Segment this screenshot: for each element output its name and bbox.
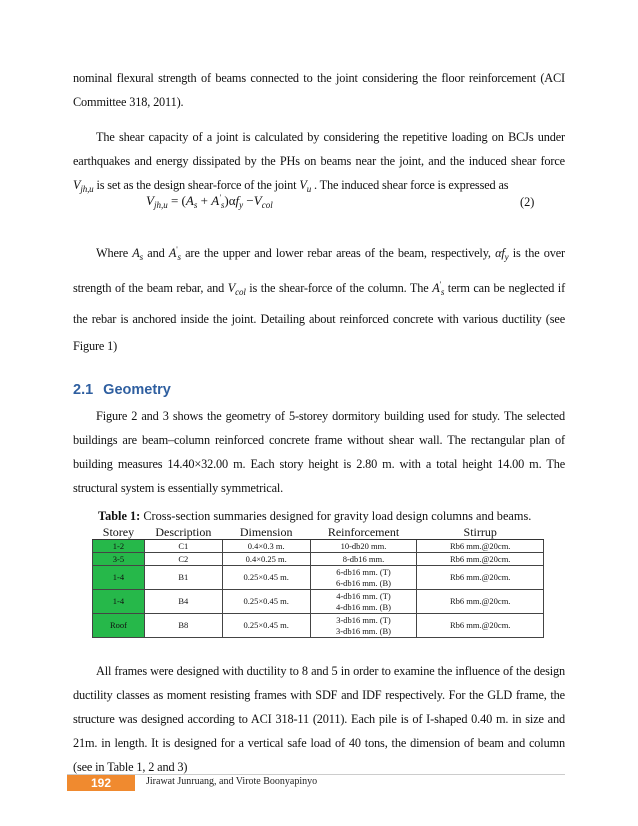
as-symbol: A xyxy=(132,246,140,260)
header-description: Description xyxy=(144,525,222,540)
cell-dimension: 0.4×0.3 m. xyxy=(222,540,310,553)
reinforcement-bottom: 6-db16 mm. (B) xyxy=(335,577,391,588)
cell-reinforcement: 10-db20 mm. xyxy=(310,540,417,553)
paragraph-geometry: Figure 2 and 3 shows the geometry of 5-storey dormitory building used for study. The selected buildings are beam–column reinforced concrete frame without shear wall. The rectangular plan of building measures 14.40×32.00 m. Each story height is 2.80 m. with a total height 14.00 m. The structural system is essentially symmetrical. xyxy=(73,409,565,495)
table-row xyxy=(93,553,544,566)
reinforcement-top: 4-db16 mm. (T) xyxy=(336,590,391,601)
vcol-symbol: V xyxy=(227,281,236,295)
eq-close: )α xyxy=(224,193,236,208)
cross-section-table xyxy=(92,525,544,638)
cell-dimension: 0.25×0.45 m. xyxy=(222,566,310,590)
eq-lhs: V xyxy=(146,193,154,208)
cell-stirrup: Rb6 mm.@20cm. xyxy=(417,553,544,566)
section-title: Geometry xyxy=(103,382,171,398)
where-text-6: term can be neglected if the rebar is anchored inside the joint. Detailing about reinforced concrete with various ductility (see Figure 1) xyxy=(73,281,566,353)
cell-storey: 1-2 xyxy=(93,540,145,553)
cell-description: B8 xyxy=(144,614,222,638)
table-caption-label: Table 1: xyxy=(98,509,141,523)
table-row xyxy=(93,566,544,590)
where-text-4: is the over strength of the beam rebar, and xyxy=(73,246,566,295)
vcol-subscript: col xyxy=(235,287,246,297)
cell-storey: 1-4 xyxy=(93,566,145,590)
cell-storey: 1-4 xyxy=(93,590,145,614)
reinforcement-top: 3-db16 mm. (T) xyxy=(336,614,391,625)
eq-lhs-sub: jh,u xyxy=(153,200,168,210)
vu-subscript: u xyxy=(306,184,312,194)
where-text-5: is the shear-force of the column. The xyxy=(245,281,433,295)
as-subscript: s xyxy=(139,252,144,262)
eq-minus: − xyxy=(243,193,254,208)
paragraph-shear-capacity xyxy=(73,125,565,201)
as-prime-symbol-2: A xyxy=(432,281,440,295)
cell-storey: Roof xyxy=(93,614,145,638)
as-prime-symbol: A xyxy=(168,246,177,260)
shear-text-2: is set as the design shear-force of the joint xyxy=(93,178,300,192)
page-number-badge: 192 xyxy=(67,775,135,791)
cell-description: B4 xyxy=(144,590,222,614)
table-row xyxy=(93,540,544,553)
where-text-3: are the upper and lower rebar areas of the beam, respectively, xyxy=(180,246,496,260)
equation-2 xyxy=(146,193,273,210)
table-row xyxy=(93,590,544,614)
cell-stirrup: Rb6 mm.@20cm. xyxy=(417,614,544,638)
cell-description: C1 xyxy=(144,540,222,553)
cell-description: C2 xyxy=(144,553,222,566)
cell-reinforcement xyxy=(310,590,417,614)
eq-equals: = ( xyxy=(167,193,186,208)
paragraph-where xyxy=(73,236,565,360)
afy-symbol: αf xyxy=(495,246,505,260)
where-text-1: Where xyxy=(96,246,133,260)
afy-subscript: y xyxy=(504,252,509,262)
equation-number: (2) xyxy=(520,195,535,209)
cell-dimension: 0.25×0.45 m. xyxy=(222,590,310,614)
section-number: 2.1 xyxy=(73,382,94,398)
vu-symbol: V xyxy=(299,178,307,192)
cell-dimension: 0.4×0.25 m. xyxy=(222,553,310,566)
cell-dimension: 0.25×0.45 m. xyxy=(222,614,310,638)
vjhu-subscript: jh,u xyxy=(80,184,94,194)
cell-storey: 3-5 xyxy=(93,553,145,566)
header-storey: Storey xyxy=(93,525,145,540)
table-caption xyxy=(98,509,531,524)
header-dimension: Dimension xyxy=(222,525,310,540)
where-text-2: and xyxy=(143,246,169,260)
eq-as-sub: s xyxy=(193,200,198,210)
table-header-row xyxy=(93,525,544,540)
eq-fy-sub: y xyxy=(239,200,244,210)
table-caption-text: Cross-section summaries designed for gravity load design columns and beams. xyxy=(140,509,532,523)
cell-stirrup: Rb6 mm.@20cm. xyxy=(417,566,544,590)
eq-vcol: V xyxy=(253,193,262,208)
cell-description: B1 xyxy=(144,566,222,590)
paragraph-frames: All frames were designed with ductility to 8 and 5 in order to examine the influence of the design ductility classes as moment resisting frames with SDF and IDF respectively. For the GLD frame, the structure was designed according to ACI 318-11 (2011). Each pile is of I-shaped 0.40 m. in size and 21m. in length. It is designed for a vertical safe load of 40 tons, the dimension of beam and column (see in Table 1, 2 and 3) xyxy=(73,664,565,774)
as-prime-mark-2: ' xyxy=(439,280,441,289)
vjhu-symbol: V xyxy=(73,178,81,192)
paragraph-intro: nominal flexural strength of beams connected to the joint considering the floor reinforcement (ACI Committee 318, 2011). xyxy=(73,71,565,109)
eq-as2-sub: s xyxy=(220,200,225,210)
eq-fy: f xyxy=(235,193,240,208)
cell-reinforcement xyxy=(310,614,417,638)
eq-vcol-sub: col xyxy=(261,200,273,210)
eq-as: A xyxy=(185,193,194,208)
shear-text-3: . The induced shear force is expressed as xyxy=(311,178,509,192)
section-heading xyxy=(73,382,171,398)
cell-stirrup: Rb6 mm.@20cm. xyxy=(417,590,544,614)
eq-as2: A xyxy=(211,193,220,208)
reinforcement-bottom: 3-db16 mm. (B) xyxy=(335,625,391,636)
as-prime-subscript-2: s xyxy=(440,287,445,297)
cell-stirrup: Rb6 mm.@20cm. xyxy=(417,540,544,553)
reinforcement-top: 6-db16 mm. (T) xyxy=(336,566,391,577)
footer-divider xyxy=(67,774,565,775)
cell-reinforcement: 8-db16 mm. xyxy=(310,553,417,566)
cell-reinforcement xyxy=(310,566,417,590)
header-reinforcement: Reinforcement xyxy=(310,525,417,540)
shear-text-1: The shear capacity of a joint is calculated by considering the repetitive loading on BCJs under earthquakes and energy dissipated by the PHs on beams near the joint, and the induced shear force xyxy=(73,130,565,168)
eq-plus: + xyxy=(197,193,212,208)
footer-authors: Jirawat Junruang, and Virote Boonyapinyo xyxy=(146,776,318,787)
table-row xyxy=(93,614,544,638)
eq-as2-prime: ' xyxy=(219,193,221,202)
as-prime-subscript: s xyxy=(177,252,181,262)
header-stirrup: Stirrup xyxy=(417,525,544,540)
as-prime-mark: ' xyxy=(176,245,178,254)
reinforcement-bottom: 4-db16 mm. (B) xyxy=(335,601,391,612)
